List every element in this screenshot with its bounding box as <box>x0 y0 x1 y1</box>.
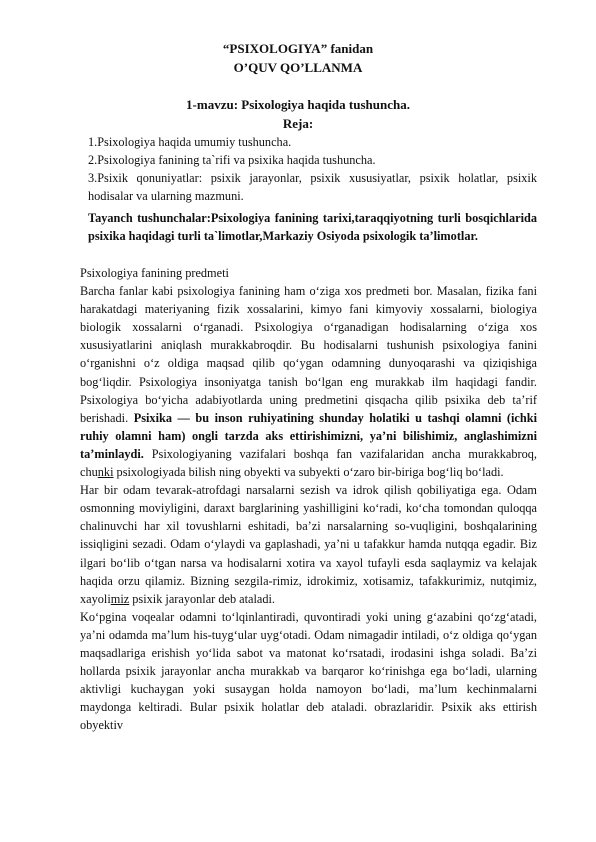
main-text <box>80 264 537 734</box>
paragraph-1-text-d: psixologiyada bilish ning obyekti va subyekti o‘zaro bir-biriga bog‘liq bo‘ladi. <box>113 465 504 480</box>
underlined-word: miz <box>110 591 130 606</box>
underlined-word: nki <box>97 465 114 480</box>
paragraph-2 <box>80 481 537 608</box>
document-title-line1: “PSIXOLOGIYA” fanidan <box>222 41 374 56</box>
plan-list <box>88 133 537 205</box>
paragraph-2-text-b: psixik jarayonlar deb ataladi. <box>129 591 276 606</box>
plan-item-1: 1.Psixologiya haqida umumiy tushuncha. <box>88 135 292 149</box>
paragraph-2-text-a: Har bir odam tevarak-atrofdagi narsalarni sezish va idrok qilish qobiliyatiga ega. Odam osmonning moviyligini, daraxt barglarining yashilligini ko‘radi, ko‘cha tomondan quloqqa chalinuvchi har xil tovushlarni eshitadi, ba’zi narsalarning so-vuqligini, boshqalarining issiqligini sezadi. Odam o‘ylaydi va gaplashadi, ya’ni u tafakkur hamda nutqqa egadir. Biz ilgari bo‘lib o‘tgan narsa va hodisalarni xotira va xayol tufayli esda saqlaymiz va kelajak haqida orzu qilamiz. Bizning sezgila-rimiz, idrokimiz, xotisamiz, tafakkurimiz, nutqimiz, xayoli <box>80 483 537 606</box>
paragraph-3: Ko‘pgina voqealar odamni to‘lqinlantiradi, quvontiradi yoki uning g‘azabini qo‘zg‘atadi, ya’ni odamda ma’lum his-tuyg‘ular uyg‘otadi. Odam nimagadir intiladi, o‘z oldiga qo‘ygan maqsadlariga erishish yo‘lida sabot va matonat ko‘rsatadi, irodasini ishga soladi. Ba’zi hollarda psixik jarayonlar ancha murakkab va barqaror ko‘rinishga ega bo‘ladi, ularning aktivligi kuchaygan yoki susaygan holda namoyon bo‘ladi, ma’lum kechinmalarni maydonga keltiradi. Bular psixik holatlar deb ataladi. obrazlaridir. Psixik aks ettirish obyektiv <box>80 609 537 733</box>
paragraph-1 <box>80 282 537 481</box>
key-concepts: Tayanch tushunchalar:Psixologiya fanining tarixi,taraqqiyotning turli bosqichlarida psixika haqidagi turli ta`limotlar,Markaziy Osiyoda psixologik ta’limotlar. <box>88 211 537 244</box>
plan-heading: Reja: <box>282 116 314 131</box>
paragraph-1-text-c: Psixologiyaning vazifalari boshqa fan vazifalaridan ancha murakkabroq, chu <box>80 446 537 480</box>
topic-heading: 1-mavzu: Psixologiya haqida tushuncha. <box>186 97 410 112</box>
section-title: Psixologiya fanining predmeti <box>80 266 229 280</box>
document-title-line2: O’QUV QO’LLANMA <box>233 60 363 75</box>
plan-item-2: 2.Psixologiya fanining ta`rifi va psixika haqida tushuncha. <box>88 153 376 168</box>
plan-item-3: 3.Psixik qonuniyatlar: psixik jarayonlar, psixik xususiyatlar, psixik holatlar, psixik hodisalar va ularning mazmuni. <box>88 171 537 204</box>
psixika-definition: Psixika — bu inson ruhiyatining shunday holatiki u tashqi olamni (ichki ruhiy olamni ham) ongli tarzda aks ettirishimizni, ya’ni bilishimiz, anglashimizni ta’minlaydi. <box>80 410 537 461</box>
paragraph-1-text-a: Barcha fanlar kabi psixologiya fanining ham o‘ziga xos predmeti bor. Masalan, fizika fani harakatdagi materiyaning fizik xossalarini, kimyo fani kimyoviy xossalarni, biologiya biologik xossalarni o‘rganadi. Psixologiya o‘rganadigan hodisalarning o‘ziga xos xususiyatlarini aniqlash murakkabroqdir. Bu hodisalarni tushunish psixologiya fanini o‘rganishni o‘z oldiga maqsad qilib qo‘ygan odamning dunyoqarashi va qiziqishiga bog‘liqdir. Psixologiya insoniyatga tanish bo‘lgan eng murakkab ilm haqidagi fandir. Psixologiya bo‘yicha adabiyotlarda uning predmetini qisqacha qilib psixika deb ta’rif berishadi. <box>80 284 537 425</box>
